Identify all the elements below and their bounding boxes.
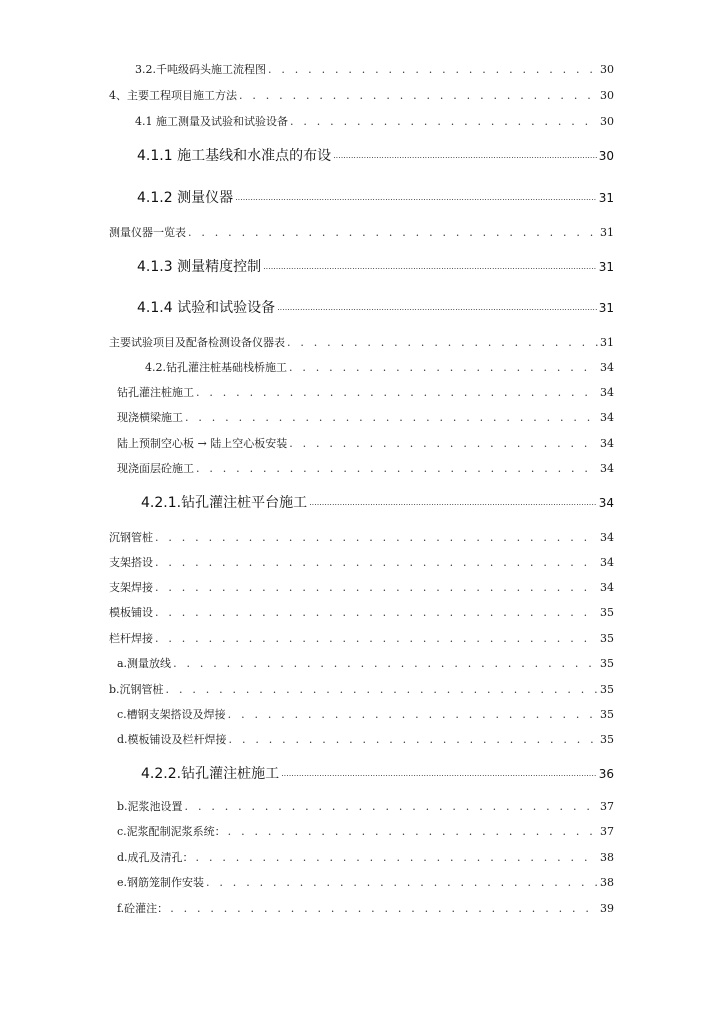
toc-entry[interactable] bbox=[137, 147, 614, 165]
toc-leader-dots bbox=[173, 657, 598, 671]
toc-entry[interactable] bbox=[117, 902, 614, 916]
toc-page-number: 34 bbox=[600, 556, 614, 569]
toc-entry[interactable] bbox=[135, 63, 614, 77]
toc-page-number: 34 bbox=[600, 437, 614, 450]
toc-entry-label: 4.1.4 试验和试验设备 bbox=[137, 300, 276, 316]
toc-page-number: 30 bbox=[598, 149, 614, 163]
toc-entry[interactable] bbox=[117, 733, 614, 747]
toc-leader-dots bbox=[333, 147, 597, 165]
toc-entry-label: 4、主要工程项目施工方法 bbox=[109, 89, 237, 102]
toc-leader-dots bbox=[289, 437, 598, 451]
toc-leader-dots bbox=[281, 765, 597, 783]
toc-entry-label: c.泥浆配制泥浆系统： bbox=[117, 825, 226, 838]
toc-leader-dots bbox=[228, 825, 598, 839]
toc-leader-dots bbox=[268, 63, 598, 77]
toc-leader-dots bbox=[196, 462, 598, 476]
toc-entry[interactable] bbox=[117, 437, 614, 451]
toc-entry-label: b.泥浆池设置 bbox=[117, 800, 183, 813]
toc-entry[interactable] bbox=[117, 800, 614, 814]
toc-leader-dots bbox=[196, 386, 598, 400]
toc-entry-label: 4.2.钻孔灌注桩基础栈桥施工 bbox=[145, 361, 287, 374]
toc-page-number: 30 bbox=[600, 63, 614, 76]
toc-entry-label: f.砼灌注： bbox=[117, 902, 169, 915]
toc-page-number: 34 bbox=[600, 531, 614, 544]
toc-entry-label: 4.1.3 测量精度控制 bbox=[137, 259, 262, 275]
toc-page-number: 38 bbox=[600, 876, 614, 889]
toc-entry[interactable] bbox=[117, 708, 614, 722]
toc-entry-label: 模板铺设 bbox=[109, 606, 153, 619]
toc-entry-label: 4.2.2.钻孔灌注桩施工 bbox=[141, 766, 280, 782]
toc-page-number: 31 bbox=[598, 301, 614, 315]
toc-page-number: 35 bbox=[600, 708, 614, 721]
toc-entry[interactable] bbox=[109, 531, 614, 545]
toc-leader-dots bbox=[263, 258, 597, 276]
toc-entry-label: a.测量放线 bbox=[117, 657, 172, 670]
toc-entry[interactable] bbox=[117, 851, 614, 865]
toc-entry-label: 现浇面层砼施工 bbox=[117, 462, 194, 475]
toc-entry-label: b.沉钢管桩 bbox=[109, 683, 164, 696]
toc-page-number: 34 bbox=[600, 462, 614, 475]
toc-leader-dots bbox=[155, 581, 598, 595]
toc-leader-dots bbox=[309, 494, 597, 512]
toc-page-number: 39 bbox=[600, 902, 614, 915]
toc-entry-label: 陆上预制空心板 → 陆上空心板安装 bbox=[117, 437, 288, 450]
toc-page-number: 34 bbox=[600, 581, 614, 594]
toc-entry-label: 栏杆焊接 bbox=[109, 632, 153, 645]
toc-page-number: 38 bbox=[600, 851, 614, 864]
toc-entry[interactable] bbox=[109, 683, 614, 697]
toc-entry[interactable] bbox=[137, 189, 614, 207]
toc-entry-label: 4.1.2 测量仪器 bbox=[137, 190, 234, 206]
toc-leader-dots bbox=[155, 556, 598, 570]
toc-leader-dots bbox=[196, 851, 598, 865]
toc-entry[interactable] bbox=[117, 657, 614, 671]
toc-page-number: 35 bbox=[600, 606, 614, 619]
toc-entry-label: c.槽钢支架搭设及焊接 bbox=[117, 708, 226, 721]
toc-entry[interactable] bbox=[109, 556, 614, 570]
toc-entry-label: 4.1.1 施工基线和水准点的布设 bbox=[137, 148, 332, 164]
toc-page-number: 35 bbox=[600, 632, 614, 645]
toc-leader-dots bbox=[289, 361, 598, 375]
toc-page-number: 35 bbox=[600, 683, 614, 696]
toc-page-number: 34 bbox=[598, 496, 614, 510]
toc-entry-label: 测量仪器一览表 bbox=[109, 226, 186, 239]
toc-leader-dots bbox=[166, 683, 598, 697]
toc-entry-label: e.钢筋笼制作安装 bbox=[117, 876, 205, 889]
toc-page-number: 30 bbox=[600, 89, 614, 102]
toc-leader-dots bbox=[185, 800, 598, 814]
toc-leader-dots bbox=[228, 708, 598, 722]
toc-page-number: 34 bbox=[600, 386, 614, 399]
toc-page-number: 37 bbox=[600, 800, 614, 813]
toc-entry-label: 4.1 施工测量及试验和试验设备 bbox=[135, 115, 288, 128]
toc-leader-dots bbox=[155, 531, 598, 545]
toc-leader-dots bbox=[185, 411, 598, 425]
toc-entry[interactable] bbox=[137, 258, 614, 276]
toc-entry[interactable] bbox=[109, 581, 614, 595]
toc-leader-dots bbox=[206, 876, 598, 890]
toc-entry[interactable] bbox=[117, 876, 614, 890]
toc-leader-dots bbox=[239, 89, 598, 103]
toc-entry[interactable] bbox=[135, 115, 614, 129]
toc-entry[interactable] bbox=[109, 226, 614, 240]
toc-leader-dots bbox=[155, 606, 598, 620]
toc-entry[interactable] bbox=[117, 462, 614, 476]
toc-entry[interactable] bbox=[141, 494, 614, 512]
toc-page-number: 36 bbox=[598, 767, 614, 781]
toc-entry[interactable] bbox=[109, 606, 614, 620]
toc-page-number: 30 bbox=[600, 115, 614, 128]
toc-entry[interactable] bbox=[117, 386, 614, 400]
toc-leader-dots bbox=[235, 189, 597, 207]
toc-entry-label: d.成孔及清孔： bbox=[117, 851, 194, 864]
toc-entry[interactable] bbox=[117, 825, 614, 839]
toc-entry-label: 主要试验项目及配备检测设备仪器表 bbox=[109, 336, 285, 349]
toc-entry[interactable] bbox=[141, 765, 614, 783]
toc-leader-dots bbox=[170, 902, 598, 916]
toc-entry[interactable] bbox=[117, 411, 614, 425]
toc-entry-label: 支架搭设 bbox=[109, 556, 153, 569]
toc-page-number: 31 bbox=[600, 226, 614, 239]
toc-entry-label: d.模板铺设及栏杆焊接 bbox=[117, 733, 227, 746]
toc-page-number: 35 bbox=[600, 733, 614, 746]
toc-page-number: 34 bbox=[600, 411, 614, 424]
toc-entry[interactable] bbox=[109, 89, 614, 103]
toc-entry[interactable] bbox=[145, 361, 614, 375]
toc-entry-label: 4.2.1.钻孔灌注桩平台施工 bbox=[141, 495, 308, 511]
toc-leader-dots bbox=[287, 336, 598, 350]
toc-entry-label: 3.2.千吨级码头施工流程图 bbox=[135, 63, 266, 76]
toc-page-number: 35 bbox=[600, 657, 614, 670]
toc-page-number: 31 bbox=[598, 191, 614, 205]
toc-entry-label: 钻孔灌注桩施工 bbox=[117, 386, 194, 399]
toc-leader-dots bbox=[229, 733, 598, 747]
toc-entry-label: 沉钢管桩 bbox=[109, 531, 153, 544]
toc-page-number: 34 bbox=[600, 361, 614, 374]
toc-entry-label: 支架焊接 bbox=[109, 581, 153, 594]
toc-entry[interactable] bbox=[137, 299, 614, 317]
toc-leader-dots bbox=[155, 632, 598, 646]
toc-page-number: 37 bbox=[600, 825, 614, 838]
toc-page-number: 31 bbox=[598, 260, 614, 274]
toc-leader-dots bbox=[277, 299, 597, 317]
toc-leader-dots bbox=[290, 115, 598, 129]
toc-entry-label: 现浇横梁施工 bbox=[117, 411, 183, 424]
toc-page-number: 31 bbox=[600, 336, 614, 349]
toc-entry[interactable] bbox=[109, 632, 614, 646]
toc-entry[interactable] bbox=[109, 336, 614, 350]
toc-leader-dots bbox=[188, 226, 598, 240]
